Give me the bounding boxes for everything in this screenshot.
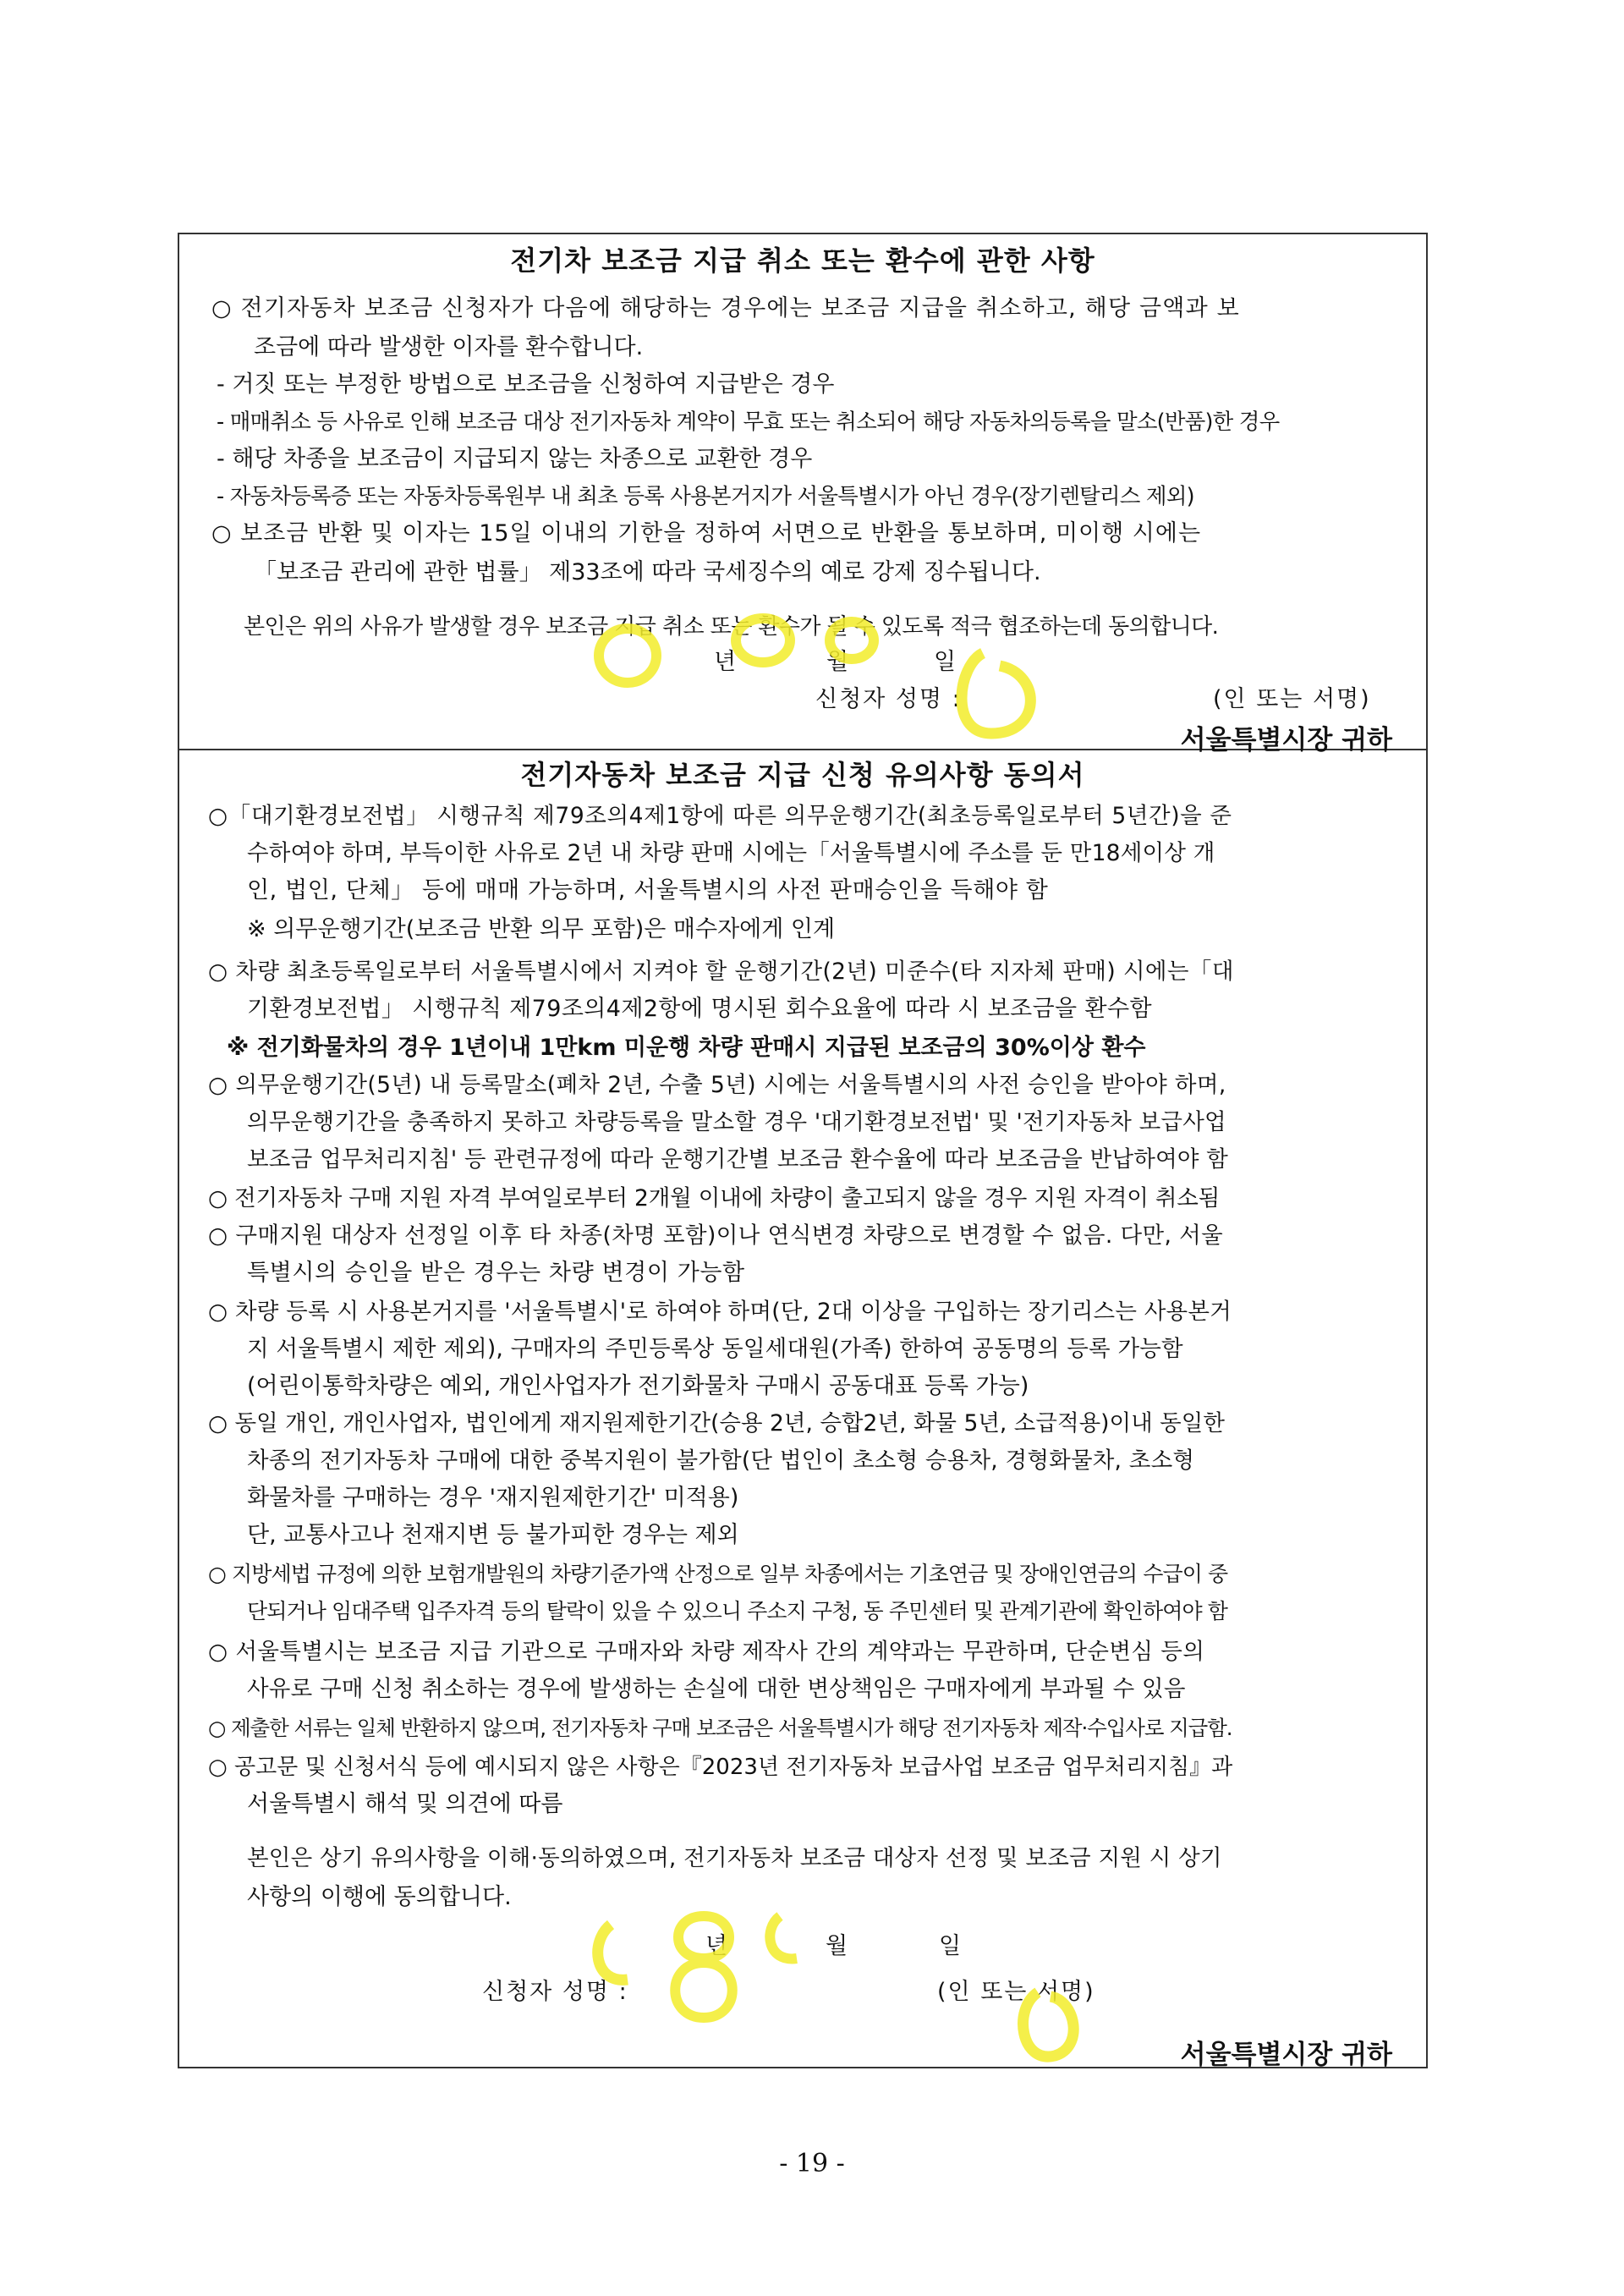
notice-line: 단, 교통사고나 천재지변 등 불가피한 경우는 제외 [247,1522,739,1548]
clause-line: ○ 보조금 반환 및 이자는 15일 이내의 기한을 정하여 서면으로 반환을 통보하며, 미이행 시에는 [211,520,1202,547]
seal-label: (인 또는 서명) [1213,686,1371,712]
notice-line: 기환경보전법」 시행규칙 제79조의4제2항에 명시된 회수요율에 따라 시 보조금을 환수함 [247,996,1152,1022]
clause-line: ○ 전기자동차 보조금 신청자가 다음에 해당하는 경우에는 보조금 지급을 취소하고, 해당 금액과 보 [211,295,1240,321]
notice-line: ○「대기환경보전법」 시행규칙 제79조의4제1항에 따른 의무운행기간(최초등록일로부터 5년간)을 준 [208,803,1232,829]
consent-line: 본인은 상기 유의사항을 이해·동의하였으며, 전기자동차 보조금 대상자 선정 및 보조금 지원 시 상기 [247,1845,1222,1871]
highlighter-marks [577,1882,1101,2068]
section-title: 전기자동차 보조금 지급 신청 유의사항 동의서 [520,759,1085,791]
addressee: 서울특별시장 귀하 [1180,725,1392,755]
date-month: 월 [826,1933,848,1959]
notice-section [179,749,1426,2068]
seal-label: (인 또는 서명) [937,1979,1095,2005]
notice-line: 인, 법인, 단체」 등에 매매 가능하며, 서울특별시의 사전 판매승인을 득해야 함 [247,877,1049,904]
notice-line: ○ 동일 개인, 개인사업자, 법인에게 재지원제한기간(승용 2년, 승합2년, 화물 5년, 소급적용)이내 동일한 [208,1410,1225,1436]
notice-line: 화물차를 구매하는 경우 '재지원제한기간' 미적용) [247,1485,739,1511]
notice-line: ○ 서울특별시는 보조금 지급 기관으로 구매자와 차량 제작사 간의 계약과는 무관하며, 단순변심 등의 [208,1639,1205,1665]
consent-line: 사항의 이행에 동의합니다. [247,1884,512,1910]
notice-line: ○ 구매지원 대상자 선정일 이후 타 차종(차명 포함)이나 연식변경 차량으로 변경할 수 없음. 다만, 서울 [208,1222,1224,1249]
notice-line: ※ 의무운행기간(보조금 반환 의무 포함)은 매수자에게 인계 [247,916,836,942]
notice-line: 의무운행기간을 충족하지 못하고 차량등록을 말소할 경우 '대기환경보전법' 및 '전기자동차 보급사업 [247,1109,1226,1135]
clause-line: - 거짓 또는 부정한 방법으로 보조금을 신청하여 지급받은 경우 [217,371,835,398]
applicant-label: 신청자 성명 : [482,1979,628,2005]
notice-line: ○ 공고문 및 신청서식 등에 예시되지 않은 사항은『2023년 전기자동차 보급사업 보조금 업무처리지침』과 [208,1755,1233,1780]
notice-line: 지 서울특별시 제한 제외), 구매자의 주민등록상 동일세대원(가족) 한하여 공동명의 등록 가능함 [247,1336,1183,1362]
notice-line: ○ 제출한 서류는 일체 반환하지 않으며, 전기자동차 구매 보조금은 서울특별시가 해당 전기자동차 제작·수입사로 지급함. [208,1716,1232,1740]
date-day: 일 [934,649,957,675]
form-page [178,233,1428,2068]
notice-line: 사유로 구매 신청 취소하는 경우에 발생하는 손실에 대한 변상책임은 구매자에게 부과될 수 있음 [247,1676,1186,1702]
notice-line-emphasis: ※ 전기화물차의 경우 1년이내 1만km 미운행 차량 판매시 지급된 보조금의 30%이상 환수 [227,1035,1146,1061]
notice-line: 특별시의 승인을 받은 경우는 차량 변경이 가능함 [247,1260,745,1286]
date-month: 월 [826,649,849,675]
page-number: - 19 - [779,2149,845,2178]
notice-line: ○ 전기자동차 구매 지원 자격 부여일로부터 2개월 이내에 차량이 출고되지 않을 경우 지원 자격이 취소됨 [208,1185,1221,1211]
notice-line: ○ 차량 등록 시 사용본거지를 '서울특별시'로 하여야 하며(단, 2대 이상을 구입하는 장기리스는 사용본거 [208,1299,1232,1325]
addressee: 서울특별시장 귀하 [1180,2040,1392,2070]
notice-line: 보조금 업무처리지침' 등 관련규정에 따라 운행기간별 보조금 환수율에 따라 보조금을 반납하여야 함 [247,1146,1229,1173]
notice-line: ○ 차량 최초등록일로부터 서울특별시에서 지켜야 할 운행기간(2년) 미준수(타 지자체 판매) 시에는「대 [208,958,1234,985]
date-day: 일 [939,1933,962,1959]
clause-line: - 매매취소 등 사유로 인해 보조금 대상 전기자동차 계약이 무효 또는 취소되어 해당 자동차의등록을 말소(반품)한 경우 [217,409,1280,435]
notice-line: 단되거나 임대주택 입주자격 등의 탈락이 있을 수 있으니 주소지 구청, 동 주민센터 및 관계기관에 확인하여야 함 [247,1599,1228,1623]
refund-section [179,234,1426,755]
clause-line: - 자동차등록증 또는 자동차등록원부 내 최초 등록 사용본거지가 서울특별시가 아닌 경우(장기렌탈리스 제외) [217,484,1194,509]
consent-line: 본인은 위의 사유가 발생할 경우 보조금 지급 취소 또는 환수가 될 수 있도록 적극 협조하는데 동의합니다. [244,614,1219,640]
applicant-label: 신청자 성명 : [815,686,962,712]
notice-line: ○ 지방세법 규정에 의한 보험개발원의 차량기준가액 산정으로 일부 차종에서는 기초연금 및 장애인연금의 수급이 중 [208,1562,1228,1586]
clause-line: - 해당 차종을 보조금이 지급되지 않는 차종으로 교환한 경우 [217,446,813,472]
section-title: 전기차 보조금 지급 취소 또는 환수에 관한 사항 [510,244,1095,277]
clause-line: 조금에 따라 발생한 이자를 환수합니다. [254,334,644,360]
notice-line: ○ 의무운행기간(5년) 내 등록말소(폐차 2년, 수출 5년) 시에는 서울특별시의 사전 승인을 받아야 하며, [208,1072,1226,1098]
date-year: 년 [705,1933,728,1959]
notice-line: 수하여야 하며, 부득이한 사유로 2년 내 차량 판매 시에는「서울특별시에 주소를 둔 만18세이상 개 [247,840,1215,866]
date-year: 년 [714,649,737,675]
notice-line: (어린이통학차량은 예외, 개인사업자가 전기화물차 구매시 공동대표 등록 가능) [247,1373,1029,1399]
notice-line: 차종의 전기자동차 구매에 대한 중복지원이 불가함(단 법인이 초소형 승용차, 경형화물차, 초소형 [247,1447,1195,1474]
notice-line: 서울특별시 해석 및 의견에 따름 [247,1791,563,1817]
clause-line: 「보조금 관리에 관한 법률」 제33조에 따라 국세징수의 예로 강제 징수됩니다. [254,559,1041,585]
